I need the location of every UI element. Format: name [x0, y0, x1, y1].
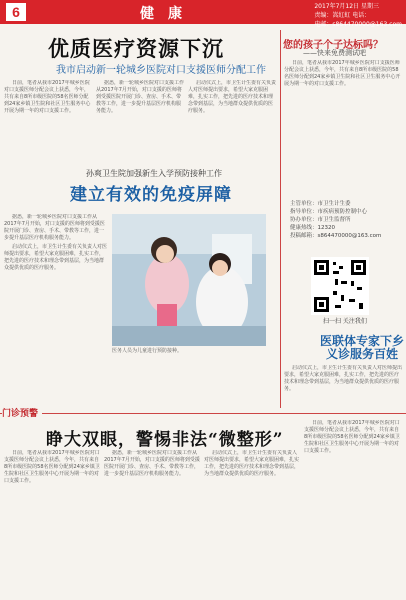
header-contact: 电邮：s864470000@163.com: [314, 21, 402, 28]
qr-code-icon: [311, 257, 369, 315]
sidebar-body: [284, 60, 402, 195]
photo-illustration: [112, 214, 266, 346]
header-bar: [0, 0, 406, 28]
header-date: 2017年7月12日 星期三: [314, 3, 379, 10]
page-number: 6: [6, 3, 26, 21]
bottom-paragraph: 日前，笔者从我市2017年城乡医院对口支援医师分配会议上获悉，今年，共有来自8所市级医院的58名医师分配到24家乡镇卫生院和社区卫生服务中心开展为期一年的对口支援工作。: [304, 420, 400, 454]
article2-paragraph: 据悉，新一轮城乡医院对口支援工作从2017年7月开始，对口支援的医师将到受援医院开展门诊、查房、手术、带教等工作，进一步提升基层医疗机构服务能力。: [4, 214, 105, 241]
info-line: 投稿邮箱：s864470000@163.com: [290, 233, 382, 239]
header-meta: [314, 2, 402, 29]
bottom-column-3: [204, 450, 300, 596]
column-divider: [280, 30, 281, 408]
article1-subheadline: 我市启动新一轮城乡医院对口支援医师分配工作: [56, 65, 266, 76]
article2-paragraph: 启动仪式上，市卫生计生委有关负责人对医师提出要求，希望大家克服困难，扎实工作，把先进的医疗技术和理念带到基层，为当地群众提供优质的医疗服务。: [4, 244, 108, 271]
section-rule: [0, 413, 406, 414]
bottom-paragraph: 启动仪式上，市卫生计生委有关负责人对医师提出要求，希望大家克服困难，扎实工作，把先进的医疗技术和理念带到基层，为当地群众提供优质的医疗服务。: [204, 450, 300, 477]
article1-column-2: [96, 80, 184, 164]
vaccination-photo: [112, 214, 266, 346]
sidebar-paragraph: 日前，笔者从我市2017年城乡医院对口支援医师分配会议上获悉，今年，共有来自8所市级医院的58名医师分配到24家乡镇卫生院和社区卫生服务中心开展为期一年的对口支援工作。: [284, 60, 401, 87]
section-title: 健康: [140, 6, 196, 22]
bottom-paragraph: 日前，笔者从我市2017年城乡医院对口支援医师分配会议上获悉，今年，共有来自8所市级医院的58名医师分配到24家乡镇卫生院和社区卫生服务中心开展为期一年的对口支援工作。: [4, 450, 100, 484]
sidebar-subtitle: ——快来免费测试吧: [303, 49, 366, 57]
article1-paragraph: 启动仪式上，市卫生计生委有关负责人对医师提出要求，希望大家克服困难，扎实工作，把先进的医疗技术和理念带到基层，为当地群众提供优质的医疗服务。: [188, 80, 276, 114]
qr-label: 扫一扫 关注我们: [323, 318, 367, 325]
sidebar-title: 您的孩子个子达标吗？: [283, 40, 383, 51]
feature-paragraph: 启动仪式上，市卫生计生委有关负责人对医师提出要求，希望大家克服困难，扎实工作，把先进的医疗技术和理念带到基层，为当地群众提供优质的医疗服务。: [284, 365, 402, 392]
info-line: 指导单位：市疾病预防控制中心: [290, 209, 368, 215]
bottom-column-4: [304, 420, 402, 596]
bottom-column-2: [104, 450, 200, 596]
info-line: 主管单位：市卫生计生委: [290, 201, 351, 207]
header-editor: 责编：嵩紅虹 电话：: [314, 12, 371, 19]
article2-body: [4, 214, 108, 408]
feature-body: [284, 365, 402, 409]
photo-caption: 医务人员为儿童进行预防接种。: [112, 348, 183, 354]
article1-headline: 优质医疗资源下沉: [48, 36, 224, 61]
article1-paragraph: 据悉，新一轮城乡医院对口支援工作从2017年7月开始，对口支援的医师将到受援医院开展门诊、查房、手术、带教等工作，进一步提升基层医疗机构服务能力。: [96, 80, 184, 114]
article1-column-1: [4, 80, 92, 164]
article2-headline: 建立有效的免疫屏障: [70, 185, 232, 205]
bottom-section-tag: 门诊预警: [2, 406, 42, 419]
info-line: 健康热线：12320: [290, 225, 335, 231]
bottom-paragraph: 据悉，新一轮城乡医院对口支援工作从2017年7月开始，对口支援的医师将到受援医院开展门诊、查房、手术、带教等工作，进一步提升基层医疗机构服务能力。: [104, 450, 200, 477]
qr-code[interactable]: [311, 257, 369, 315]
article2-prehead: 孙爽卫生院加强新生入学预防接种工作: [86, 169, 222, 178]
feature-headline: 医联体专家下乡义诊服务百姓: [320, 334, 405, 361]
article1-paragraph: 日前，笔者从我市2017年城乡医院对口支援医师分配会议上获悉，今年，共有来自8所市级医院的58名医师分配到24家乡镇卫生院和社区卫生服务中心开展为期一年的对口支援工作。: [4, 80, 91, 114]
bottom-column-1: [4, 450, 100, 596]
article1-column-3: [188, 80, 276, 164]
info-line: 协办单位：市卫生监督所: [290, 217, 351, 223]
bottom-headline: 睁大双眼，警惕非法“微整形”: [46, 430, 284, 450]
info-box: [290, 200, 402, 240]
